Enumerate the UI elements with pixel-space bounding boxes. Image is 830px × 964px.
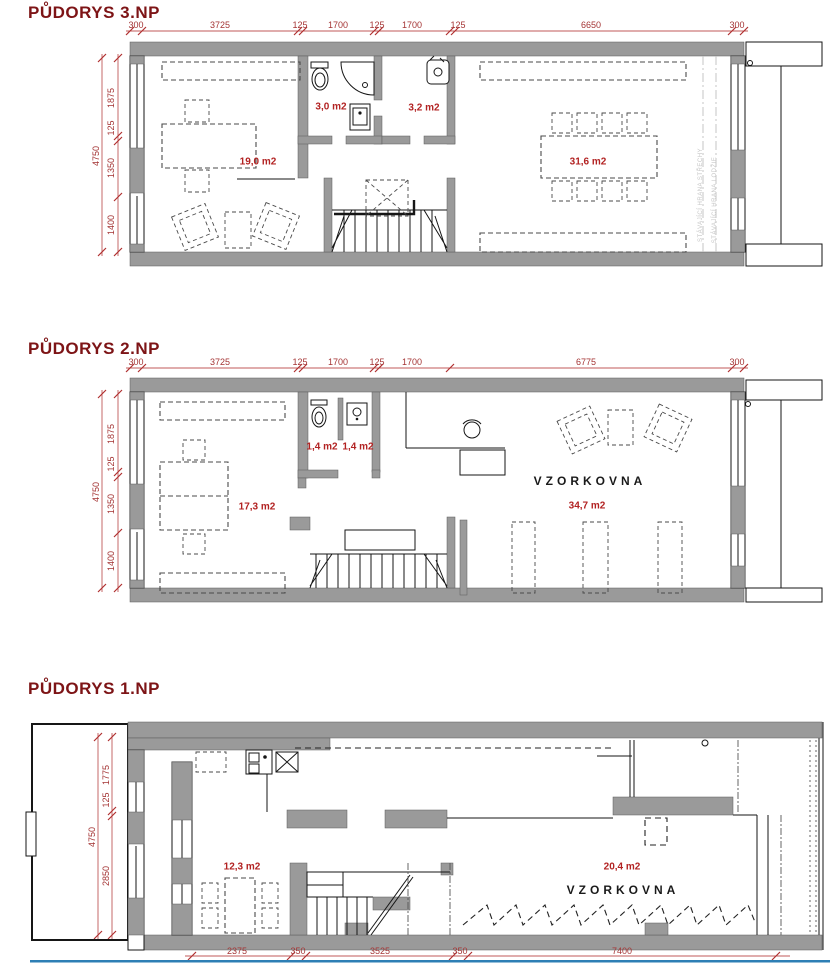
floor1-glazing-lines (702, 740, 816, 935)
dim-label: 1875 (106, 423, 116, 445)
room-area-label: 19,0 m2 (239, 156, 277, 168)
dim-label: 1700 (401, 357, 423, 367)
sheet-baseline (30, 960, 830, 963)
dim-label: 3525 (369, 946, 391, 956)
dim-label: 1400 (106, 550, 116, 572)
dim-label: 1875 (106, 87, 116, 109)
floor2-plan (98, 364, 822, 602)
room-area-label: 3,0 m2 (315, 101, 347, 113)
dim-label: 125 (292, 357, 308, 367)
dim-label: 125 (101, 792, 111, 808)
dim-label: 300 (128, 357, 144, 367)
floor3-staircase (332, 180, 447, 252)
dim-label: 1700 (327, 20, 349, 30)
floor1-showroom-zigzag (463, 905, 755, 925)
floor3-title: PŮDORYS 3.NP (28, 3, 160, 22)
room-area-label: 20,4 m2 (603, 861, 641, 873)
dim-label: 1400 (106, 214, 116, 236)
room-area-label: 31,6 m2 (569, 156, 607, 168)
dim-label: 1775 (101, 764, 111, 786)
dim-label: 6775 (575, 357, 597, 367)
floor2-dimension-lines (98, 364, 748, 592)
dim-label: 125 (106, 456, 116, 472)
room-area-label: 3,2 m2 (408, 102, 440, 114)
floor1-plan (26, 722, 830, 963)
dim-label: 125 (369, 20, 385, 30)
dim-label: 300 (729, 20, 745, 30)
dim-label: 3725 (209, 20, 231, 30)
dim-label: 350 (452, 946, 468, 956)
floor1-kitchen-fixtures (196, 750, 298, 774)
dim-label: 350 (290, 946, 306, 956)
dim-label: 4750 (91, 481, 101, 503)
dim-label: 300 (128, 20, 144, 30)
floor2-title: PŮDORYS 2.NP (28, 339, 160, 358)
floor1-outer-boundary (26, 722, 823, 950)
dim-label: 4750 (87, 826, 97, 848)
dim-label: 2375 (226, 946, 248, 956)
floor3-dimension-lines (98, 27, 748, 256)
floor2-balcony (746, 380, 823, 602)
room-area-label: 12,3 m2 (223, 861, 261, 873)
room-name-label: VZORKOVNA (566, 883, 680, 897)
dim-label: 300 (729, 357, 745, 367)
room-name-label: VZORKOVNA (533, 474, 647, 488)
floor1-furniture (202, 878, 278, 933)
dim-label: 1350 (106, 157, 116, 179)
dim-label: 1700 (327, 357, 349, 367)
dim-label: 125 (369, 357, 385, 367)
floor1-walls (128, 722, 822, 950)
floor2-staircase (310, 530, 447, 588)
roof-edge-annotation: STÁVAJÍCÍ HRANA STŘECHY (698, 147, 704, 243)
dim-label: 1350 (106, 493, 116, 515)
dim-label: 125 (292, 20, 308, 30)
floor3-balcony (746, 42, 822, 266)
dim-label: 1700 (401, 20, 423, 30)
loggia-edge-annotation: STÁVAJÍCÍ HRANA LODŽIE (712, 156, 718, 244)
dim-label: 125 (106, 120, 116, 136)
floor1-staircase (290, 863, 453, 935)
dim-label: 6650 (580, 20, 602, 30)
room-area-label: 34,7 m2 (568, 500, 606, 512)
floor1-title: PŮDORYS 1.NP (28, 679, 160, 698)
room-area-label: 17,3 m2 (238, 501, 276, 513)
floor1-dimension-lines (94, 733, 790, 960)
room-area-label: 1,4 m2 (306, 441, 338, 453)
dim-label: 4750 (91, 145, 101, 167)
dim-label: 125 (450, 20, 466, 30)
dim-label: 3725 (209, 357, 231, 367)
dim-label: 7400 (611, 946, 633, 956)
dim-label: 2850 (101, 865, 111, 887)
room-area-label: 1,4 m2 (342, 441, 374, 453)
